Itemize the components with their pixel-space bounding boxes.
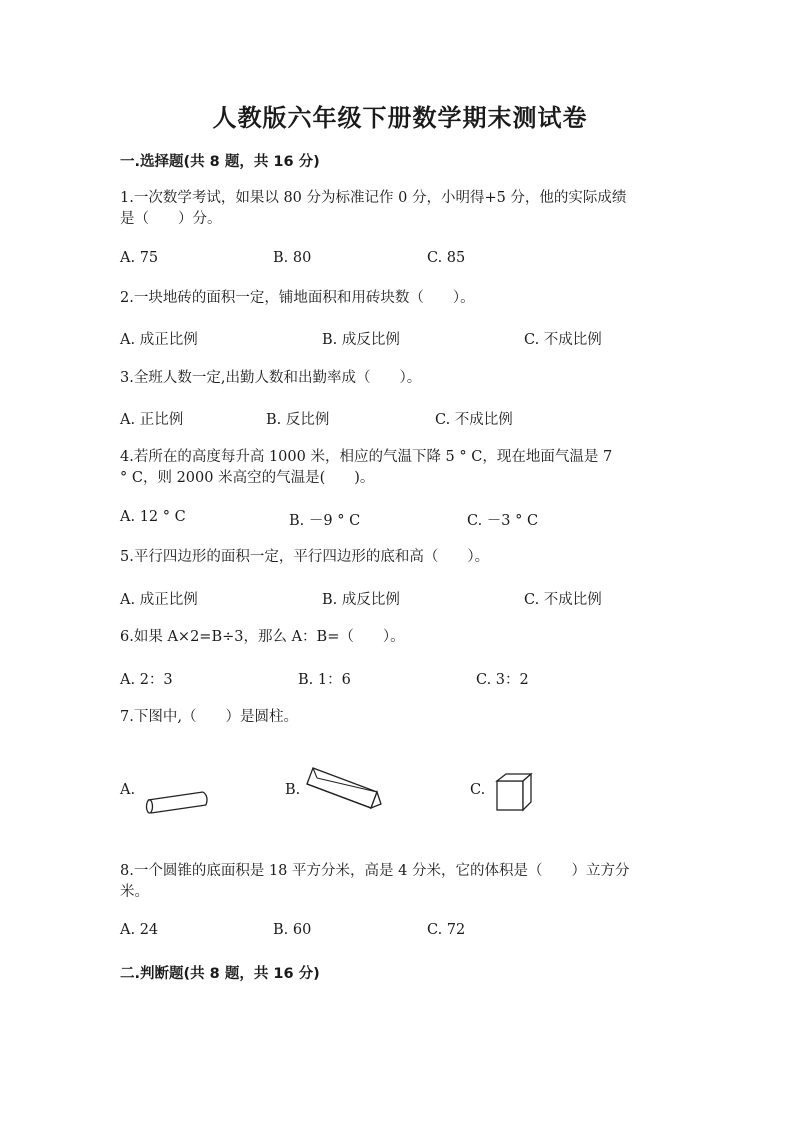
section-heading-choice: 一.选择题(共 8 题，共 16 分) — [120, 154, 320, 170]
cylinder-figure — [143, 788, 211, 816]
question-2 — [120, 288, 690, 309]
option-a: A. 75 — [120, 250, 159, 266]
question-text: 4.若所在的高度每升高 1000 米，相应的气温下降 5 ° C，现在地面气温是 7 — [120, 449, 613, 465]
option-c: C. 3：2 — [476, 672, 529, 688]
option-c: C. 不成比例 — [524, 332, 602, 348]
option-c: C. 不成比例 — [435, 412, 513, 428]
question-5 — [120, 547, 690, 568]
option-a: A. 成正比例 — [120, 332, 198, 348]
question-6 — [120, 627, 690, 648]
page-title: 人教版六年级下册数学期末测试卷 — [212, 104, 588, 132]
option-a: A. 成正比例 — [120, 592, 198, 608]
option-a: A. — [120, 782, 136, 798]
question-text: 1.一次数学考试，如果以 80 分为标准记作 0 分，小明得+5 分，他的实际成绩 — [120, 190, 627, 206]
question-text: 是（ ）分。 — [120, 211, 222, 227]
option-b: B. 1：6 — [298, 672, 351, 688]
option-c: C. －3 ° C — [467, 513, 539, 529]
question-text: 7.下图中,（ ）是圆柱。 — [120, 709, 298, 725]
option-b: B. — [285, 782, 301, 798]
section-heading-judgment: 二.判断题(共 8 题，共 16 分) — [120, 966, 320, 982]
option-b: B. 成反比例 — [322, 332, 400, 348]
option-b: B. 60 — [273, 922, 312, 938]
option-b: B. 80 — [273, 250, 312, 266]
option-c: C. 72 — [427, 922, 466, 938]
question-text: 2.一块地砖的面积一定，铺地面积和用砖块数（ ）。 — [120, 290, 475, 306]
cube-figure — [494, 771, 534, 813]
question-text: 6.如果 A×2=B÷3，那么 A：B=（ ）。 — [120, 629, 405, 645]
question-text: 3.全班人数一定,出勤人数和出勤率成（ ）。 — [120, 370, 422, 386]
option-a: A. 24 — [120, 922, 159, 938]
question-text: ° C，则 2000 米高空的气温是( )。 — [120, 470, 375, 486]
question-8 — [120, 861, 690, 903]
option-a: A. 正比例 — [120, 412, 184, 428]
question-text: 8.一个圆锥的底面积是 18 平方分米，高是 4 分米，它的体积是（ ）立方分 — [120, 863, 630, 879]
option-c: C. 85 — [427, 250, 466, 266]
option-b: B. 成反比例 — [322, 592, 400, 608]
question-text: 5.平行四边形的面积一定，平行四边形的底和高（ ）。 — [120, 549, 490, 565]
option-a: A. 12 ° C — [120, 509, 186, 525]
question-4 — [120, 447, 690, 489]
question-text: 米。 — [120, 884, 149, 900]
option-b: B. －9 ° C — [289, 513, 361, 529]
question-7 — [120, 707, 690, 728]
option-a: A. 2：3 — [120, 672, 173, 688]
option-c: C. 不成比例 — [524, 592, 602, 608]
option-c: C. — [470, 782, 486, 798]
question-1 — [120, 188, 690, 230]
question-3 — [120, 368, 690, 389]
triangular-prism-figure — [305, 766, 383, 812]
option-b: B. 反比例 — [266, 412, 330, 428]
